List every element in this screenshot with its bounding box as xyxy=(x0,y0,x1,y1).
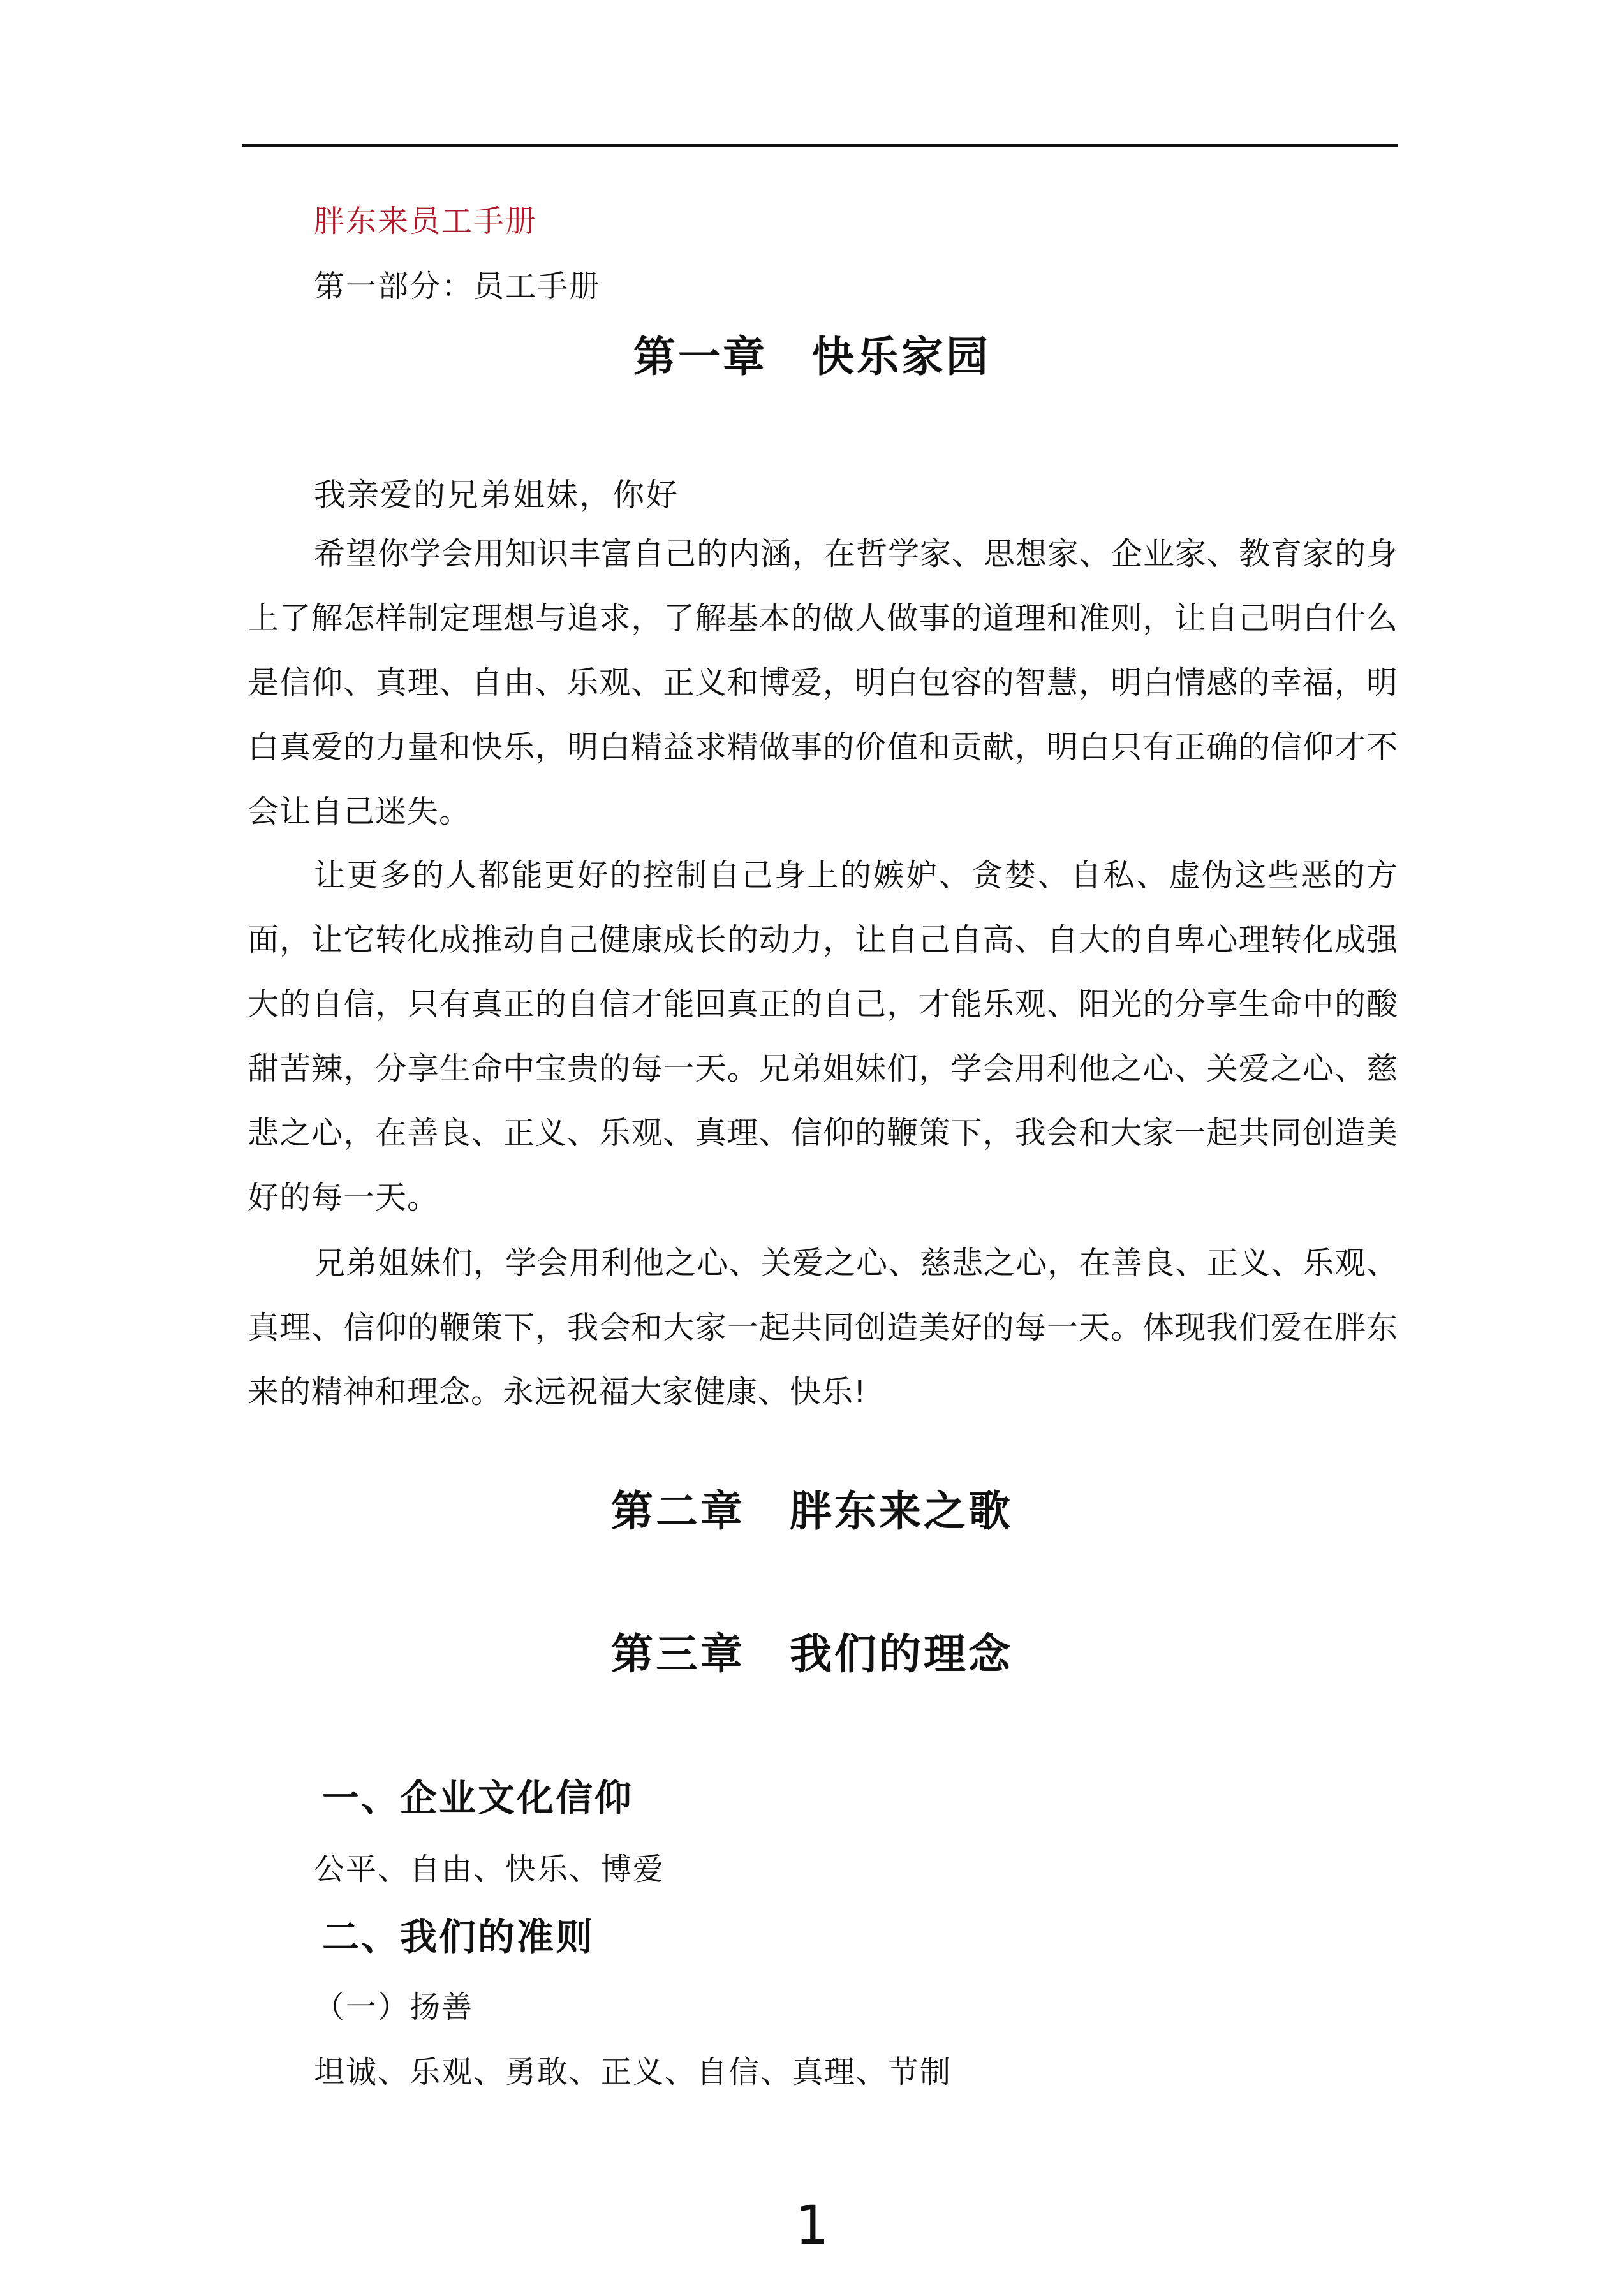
section-2-subheading: （一）扬善 xyxy=(314,1989,474,2025)
chapter-1-paragraph-1: 希望你学会用知识丰富自己的内涵，在哲学家、思想家、企业家、教育家的身上了解怎样制定理想与追求，了解基本的做人做事的道理和准则，让自己明白什么是信仰、真理、自由、乐观、正义和博爱，明白包容的智慧，明白情感的幸福，明白真爱的力量和快乐，明白精益求精做事的价值和贡献，明白只有正确的信仰才不会让自己迷失。 xyxy=(247,536,1399,830)
document-title: 胖东来员工手册 xyxy=(314,203,538,239)
header-rule xyxy=(242,144,1398,147)
page-number: 1 xyxy=(795,2194,829,2256)
chapter-1-number: 第一章 xyxy=(633,332,767,381)
chapter-2-heading xyxy=(0,1477,1624,1538)
chapter-2-title: 胖东来之歌 xyxy=(790,1487,1013,1536)
chapter-1-paragraph-2: 让更多的人都能更好的控制自己身上的嫉妒、贪婪、自私、虚伪这些恶的方面，让它转化成推动自己健康成长的动力，让自己自高、自大的自卑心理转化成强大的自信，只有真正的自信才能回真正的自己，才能乐观、阳光的分享生命中的酸甜苦辣，分享生命中宝贵的每一天。兄弟姐妹们，学会用利他之心、关爱之心、慈悲之心，在善良、正义、乐观、真理、信仰的鞭策下，我会和大家一起共同创造美好的每一天。 xyxy=(247,857,1398,1216)
chapter-3-title: 我们的理念 xyxy=(790,1630,1013,1679)
greeting: 我亲爱的兄弟姐妹，你好 xyxy=(314,476,679,513)
chapter-1-paragraph-3: 兄弟姐妹们，学会用利他之心、关爱之心、慈悲之心，在善良、正义、乐观、真理、信仰的鞭策下，我会和大家一起共同创造美好的每一天。体现我们爱在胖东来的精神和理念。永远祝福大家健康、快乐! xyxy=(247,1245,1399,1410)
chapter-1-title: 快乐家园 xyxy=(812,332,991,381)
chapter-2-number: 第二章 xyxy=(611,1487,745,1536)
section-2-heading: 二、我们的准则 xyxy=(322,1915,595,1959)
section-1-content: 公平、自由、快乐、博爱 xyxy=(314,1851,665,1887)
chapter-3-heading xyxy=(0,1620,1624,1681)
section-1-heading: 一、企业文化信仰 xyxy=(322,1776,634,1820)
chapter-3-number: 第三章 xyxy=(611,1630,745,1679)
section-2-content: 坦诚、乐观、勇敢、正义、自信、真理、节制 xyxy=(314,2054,952,2090)
chapter-1-heading xyxy=(0,323,1624,383)
part-title: 第一部分：员工手册 xyxy=(314,269,602,304)
